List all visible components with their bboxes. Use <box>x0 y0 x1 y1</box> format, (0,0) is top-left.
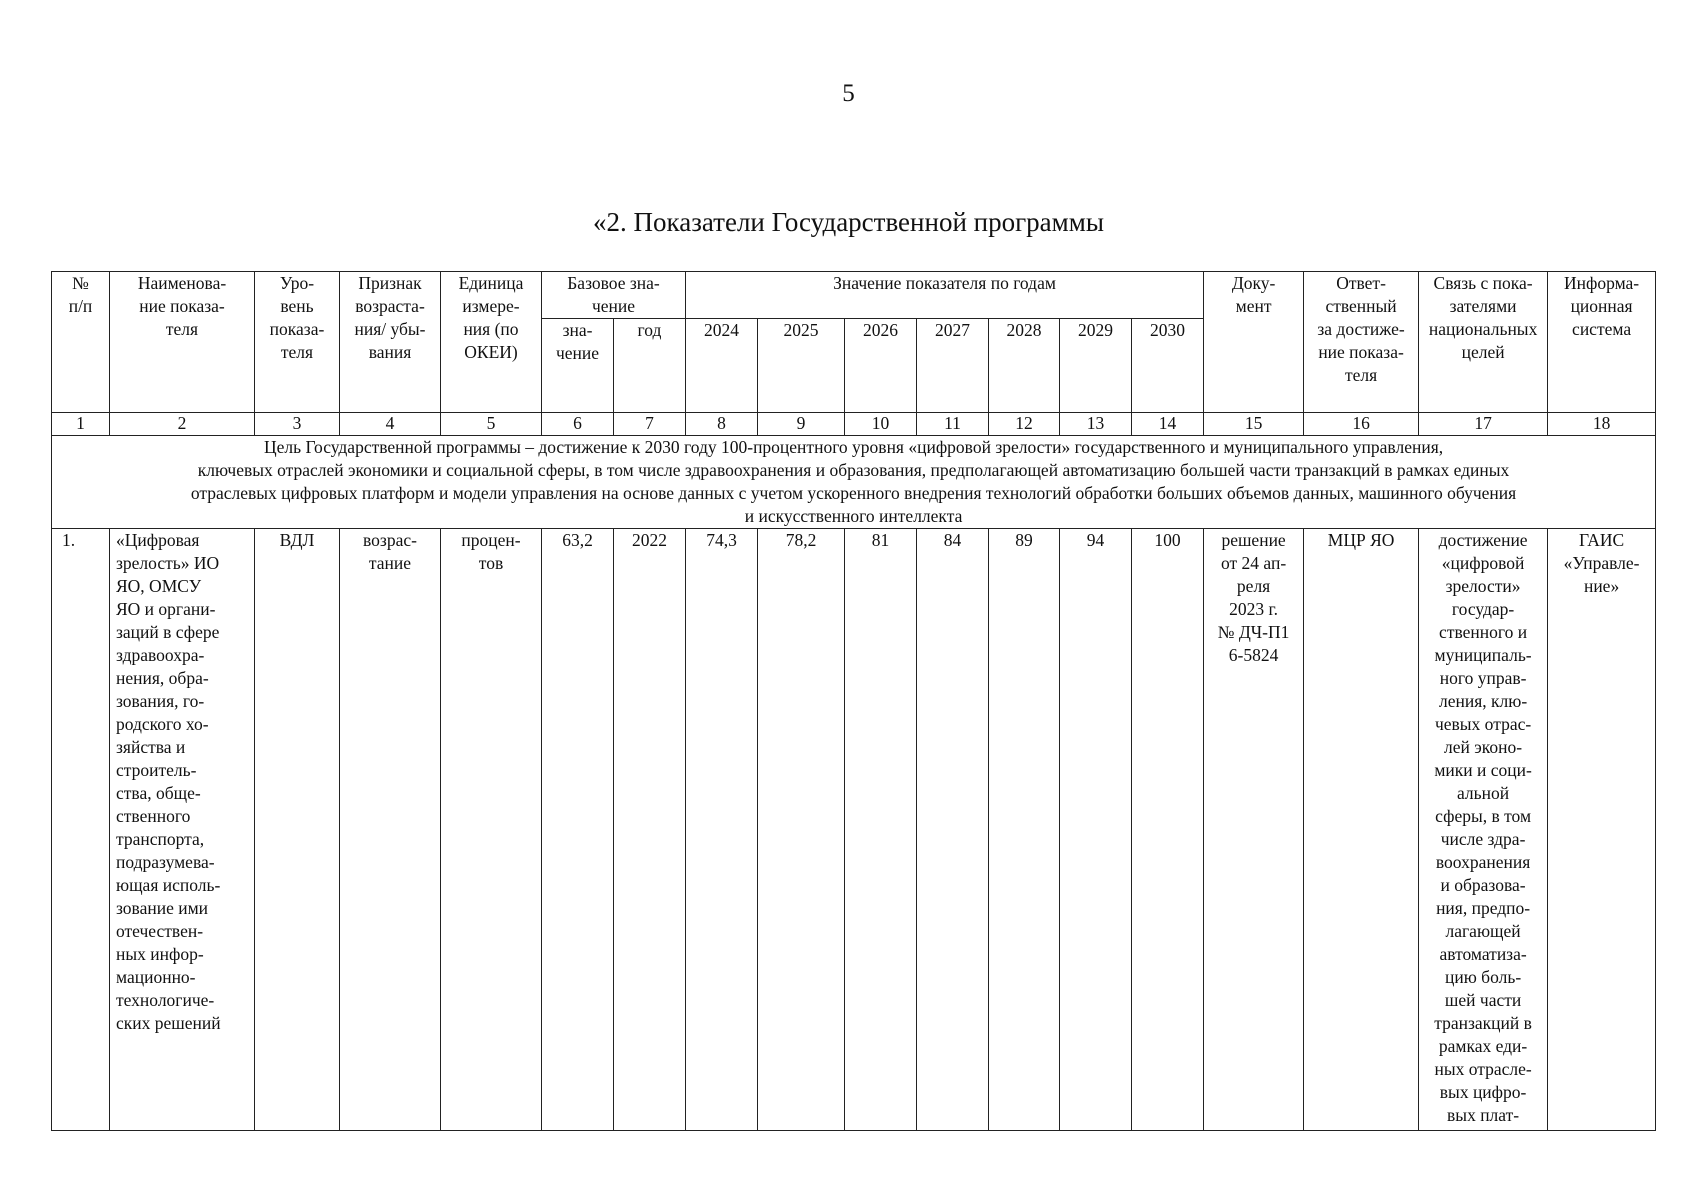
header-year-2024: 2024 <box>686 319 758 413</box>
value-2025: 78,2 <box>758 529 845 1131</box>
indicator-name: «Цифровая зрелость» ИО ЯО, ОМСУ ЯО и органи- заций в сфере здравоохра- нения, обра- зования, го- родского хо- зяйства и строитель- ства, обще- ственного транспорта, подразумева- ющая исполь- зование ими отечествен- ных инфор- мационно- технологиче- ских решений <box>110 529 255 1131</box>
indicator-responsible: МЦР ЯО <box>1304 529 1419 1131</box>
indicator-unit: процен- тов <box>441 529 542 1131</box>
national-goals-link: достижение «цифровой зрелости» государ- ственного и муниципаль- ного управ- ления, клю- чевых отрас- лей эконо- мики и соци- альной сферы, в том числе здра- воохранения и образова- ния, предпо- лагающей автоматиза- цию боль- шей части транзакций в рамках еди- ных отрасле- вых цифро- вых плат- <box>1419 529 1548 1131</box>
column-number: 3 <box>255 413 340 436</box>
indicator-document: решение от 24 ап- реля 2023 г. № ДЧ-П1 6-5824 <box>1204 529 1304 1131</box>
header-responsible: Ответ- ственный за достиже- ние показа- теля <box>1304 272 1419 413</box>
header-document: Доку- мент <box>1204 272 1304 413</box>
document-title: «2. Показатели Государственной программы <box>593 207 1104 237</box>
column-number: 4 <box>340 413 441 436</box>
header-trend-sign: Признак возраста- ния/ убы- вания <box>340 272 441 413</box>
header-year-2028: 2028 <box>989 319 1060 413</box>
column-number: 17 <box>1419 413 1548 436</box>
column-numbers-row <box>52 413 1656 436</box>
information-system: ГАИС «Управле- ние» <box>1548 529 1656 1131</box>
page-number: 5 <box>842 80 855 107</box>
value-2026: 81 <box>845 529 917 1131</box>
header-number: № п/п <box>52 272 110 413</box>
header-year-2027: 2027 <box>917 319 989 413</box>
row-number: 1. <box>52 529 110 1131</box>
header-year-2029: 2029 <box>1060 319 1132 413</box>
base-value: 63,2 <box>542 529 614 1131</box>
column-number: 18 <box>1548 413 1656 436</box>
column-number: 9 <box>758 413 845 436</box>
indicators-table <box>51 271 1656 1131</box>
value-2029: 94 <box>1060 529 1132 1131</box>
column-number: 1 <box>52 413 110 436</box>
header-years-group: Значение показателя по годам <box>686 272 1204 319</box>
value-2030: 100 <box>1132 529 1204 1131</box>
header-year-2025: 2025 <box>758 319 845 413</box>
header-year-2026: 2026 <box>845 319 917 413</box>
column-number: 14 <box>1132 413 1204 436</box>
header-indicator-level: Уро- вень показа- теля <box>255 272 340 413</box>
header-base-year: год <box>614 319 686 413</box>
indicator-level: ВДЛ <box>255 529 340 1131</box>
base-year: 2022 <box>614 529 686 1131</box>
header-information-system: Информа- ционная система <box>1548 272 1656 413</box>
column-number: 15 <box>1204 413 1304 436</box>
column-number: 7 <box>614 413 686 436</box>
column-number: 12 <box>989 413 1060 436</box>
header-national-goals-link: Связь с пока- зателями национальных целей <box>1419 272 1548 413</box>
header-base-value: зна- чение <box>542 319 614 413</box>
column-number: 11 <box>917 413 989 436</box>
program-goal-row <box>52 436 1656 529</box>
value-2028: 89 <box>989 529 1060 1131</box>
column-number: 10 <box>845 413 917 436</box>
column-number: 2 <box>110 413 255 436</box>
header-indicator-name: Наименова- ние показа- теля <box>110 272 255 413</box>
header-year-2030: 2030 <box>1132 319 1204 413</box>
column-number: 5 <box>441 413 542 436</box>
value-2024: 74,3 <box>686 529 758 1131</box>
column-number: 8 <box>686 413 758 436</box>
value-2027: 84 <box>917 529 989 1131</box>
column-number: 13 <box>1060 413 1132 436</box>
header-row-top <box>52 272 1656 319</box>
column-number: 16 <box>1304 413 1419 436</box>
table-row <box>52 529 1656 1131</box>
header-unit: Единица измере- ния (по ОКЕИ) <box>441 272 542 413</box>
indicator-trend: возрас- тание <box>340 529 441 1131</box>
program-goal-text: Цель Государственной программы – достижение к 2030 году 100-процентного уровня «цифровой зрелости» государственного и муниципального управления, ключевых отраслей экономики и социальной сферы, в том числе здравоохранения и образования, предполагающей автоматизацию большей части транзакций в рамках единых отраслевых цифровых платформ и модели управления на основе данных с учетом ускоренного внедрения технологий обработки больших объемов данных, машинного обучения и искусственного интеллекта <box>52 436 1656 529</box>
header-base-value-group: Базовое зна- чение <box>542 272 686 319</box>
column-number: 6 <box>542 413 614 436</box>
